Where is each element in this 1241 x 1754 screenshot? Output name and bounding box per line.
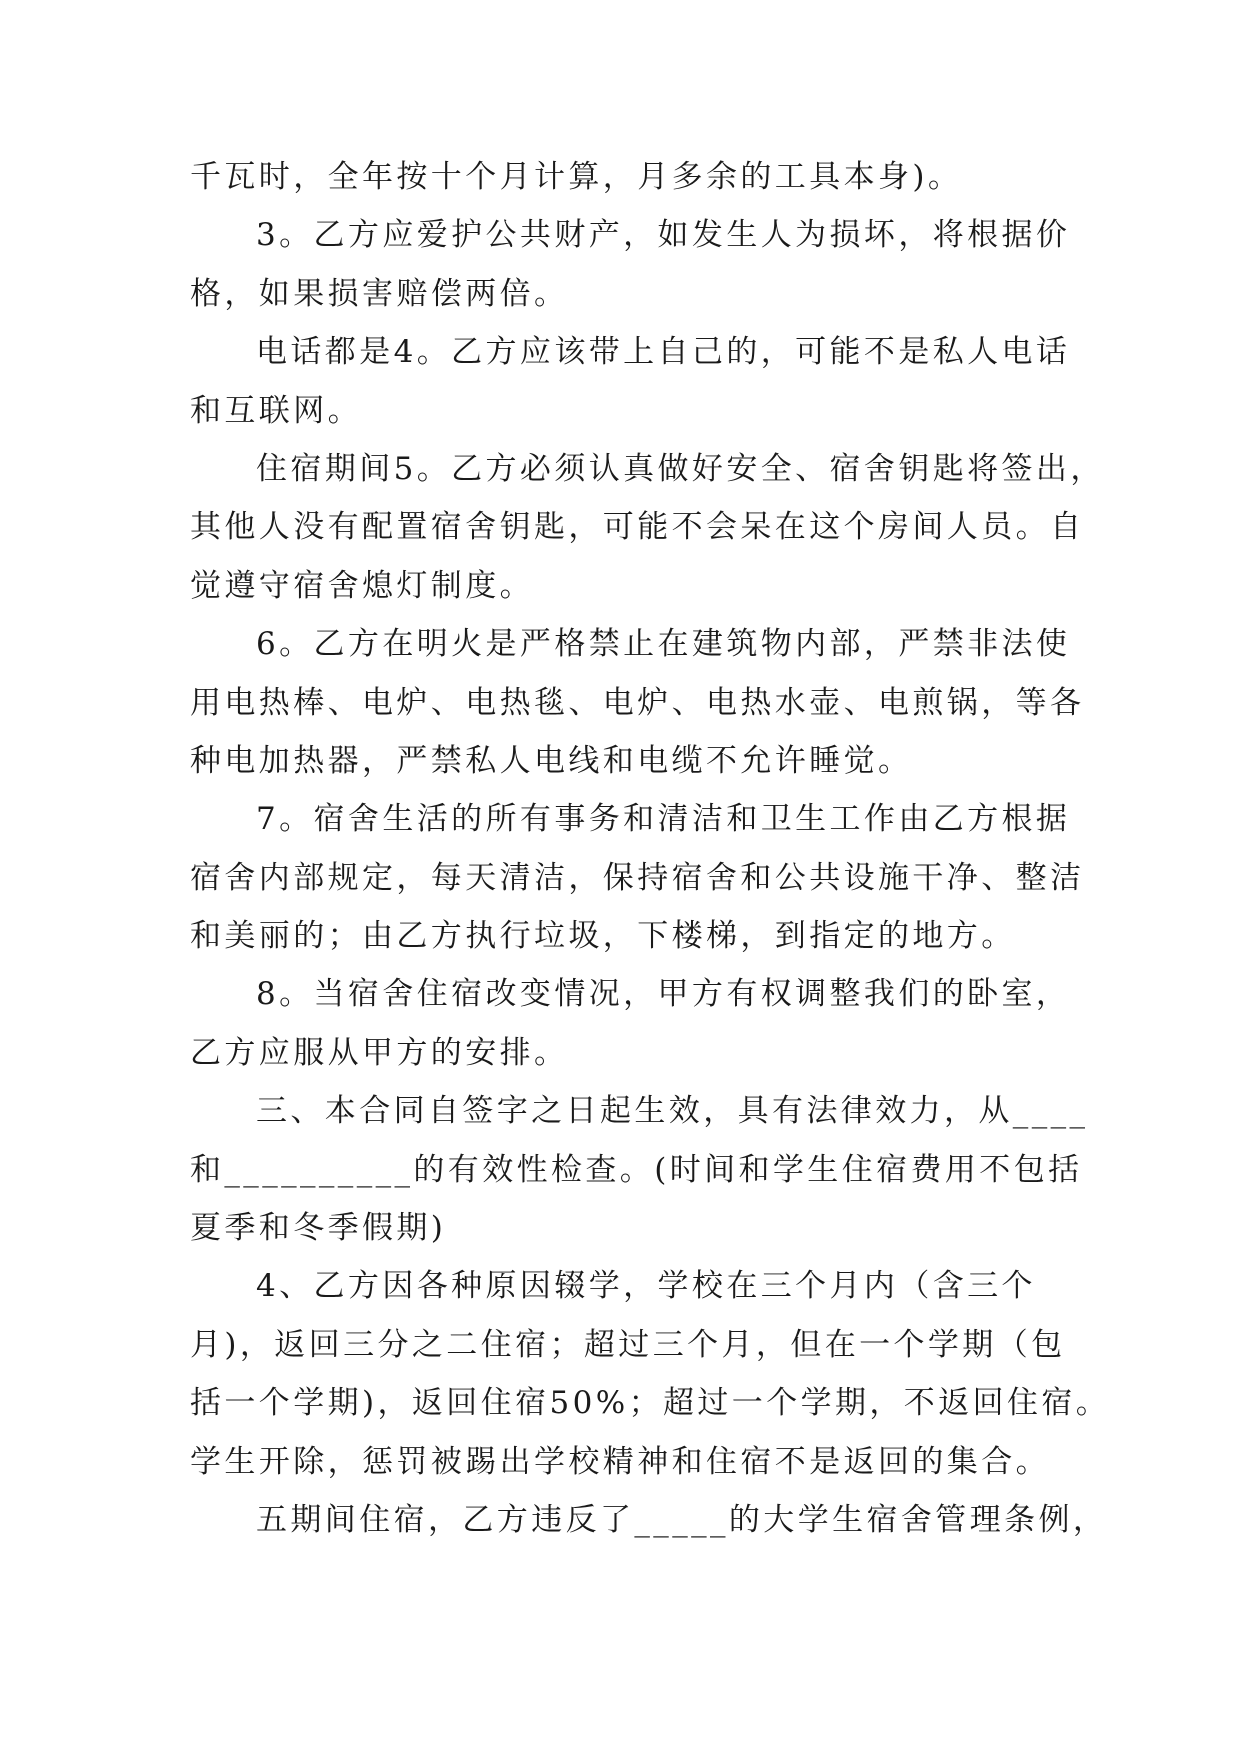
text-line: 8。当宿舍住宿改变情况，甲方有权调整我们的卧室， [256, 976, 1071, 1013]
text-line: 种电加热器，严禁私人电线和电缆不允许睡觉。 [190, 742, 913, 779]
text-line: 宿舍内部规定，每天清洁，保持宿舍和公共设施干净、整洁 [190, 859, 1085, 896]
text-line: 其他人没有配置宿舍钥匙，可能不会呆在这个房间人员。自 [190, 509, 1085, 546]
paragraph [190, 965, 1071, 1082]
text-line: 和美丽的；由乙方执行垃圾，下楼梯，到指定的地方。 [190, 918, 1016, 955]
text-line: 月)，返回三分之二住宿；超过三个月，但在一个学期（包 [190, 1326, 1066, 1363]
paragraph [190, 790, 1085, 965]
text-line: 括一个学期)，返回住宿50%；超过一个学期，不返回住宿。 [190, 1385, 1111, 1422]
text-line: 学生开除，惩罚被踢出学校精神和住宿不是返回的集合。 [190, 1443, 1050, 1480]
text-line: 7。宿舍生活的所有事务和清洁和卫生工作由乙方根据 [256, 801, 1071, 838]
text-line: 6。乙方在明火是严格禁止在建筑物内部，严禁非法使 [256, 626, 1071, 663]
text-line: 五期间住宿，乙方违反了_____的大学生宿舍管理条例， [256, 1501, 1108, 1538]
paragraph [190, 323, 1071, 440]
paragraph [190, 148, 1052, 206]
text-line: 4、乙方因各种原因辍学，学校在三个月内（含三个 [256, 1268, 1036, 1305]
text-line: 和互联网。 [190, 392, 362, 429]
document-body [190, 148, 1111, 1549]
text-line: 夏季和冬季假期) [190, 1210, 447, 1247]
paragraph [190, 206, 1071, 323]
paragraph [190, 1082, 1089, 1257]
text-line: 和__________的有效性检查。(时间和学生住宿费用不包括 [190, 1151, 1083, 1188]
text-line: 住宿期间5。乙方必须认真做好安全、宿舍钥匙将签出， [256, 450, 1105, 487]
text-line: 乙方应服从甲方的安排。 [190, 1034, 569, 1071]
text-line: 3。乙方应爱护公共财产，如发生人为损坏，将根据价 [256, 217, 1071, 254]
text-line: 觉遵守宿舍熄灯制度。 [190, 567, 534, 604]
text-line: 千瓦时，全年按十个月计算，月多余的工具本身)。 [190, 159, 963, 195]
paragraph [190, 440, 1105, 615]
text-line: 电话都是4。乙方应该带上自己的，可能不是私人电话 [256, 334, 1071, 371]
paragraph [190, 615, 1085, 790]
paragraph [190, 1257, 1111, 1491]
paragraph [190, 1491, 1108, 1549]
text-line: 用电热棒、电炉、电热毯、电炉、电热水壶、电煎锅，等各 [190, 684, 1085, 721]
text-line: 格，如果损害赔偿两倍。 [190, 275, 569, 312]
text-line: 三、本合同自签字之日起生效，具有法律效力，从____ [256, 1093, 1089, 1130]
